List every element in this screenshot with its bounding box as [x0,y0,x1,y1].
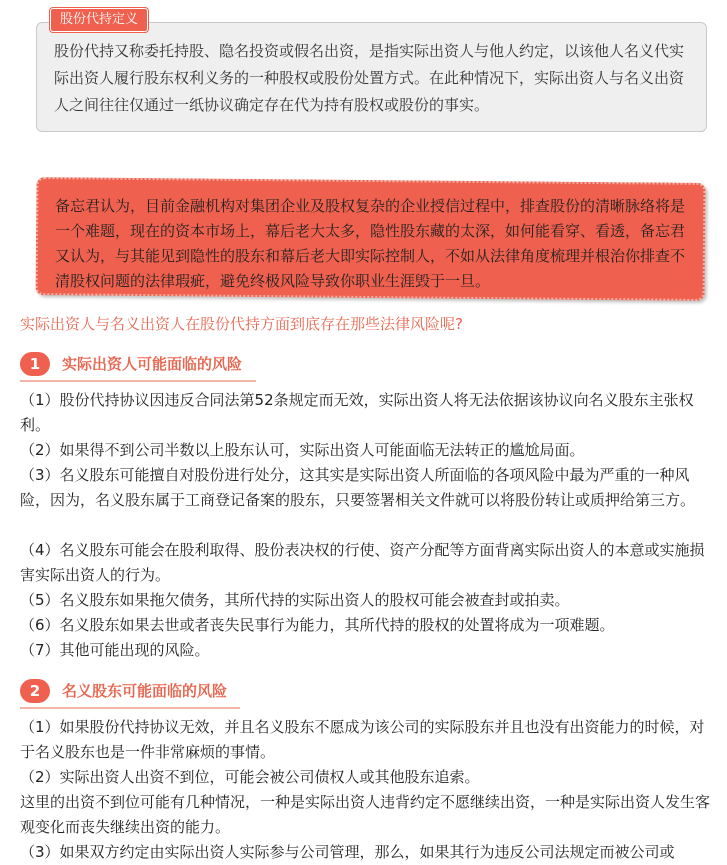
definition-tag: 股份代持定义 [50,8,148,32]
section-2-item: （1）如果股份代持协议无效，并且名义股东不愿成为该公司的实际股东并且也没有出资能力的时候，对于名义股东也是一件非常麻烦的事情。 [20,718,705,761]
section-1-title: 实际出资人可能面临的风险 [62,355,243,373]
section-2-heading [20,679,240,709]
section-1-item: （3）名义股东可能擅自对股份进行处分，这其实是实际出资人所面临的各项风险中最为严重的一种风险，因为，名义股东属于工商登记备案的股东，只要签署相关文件就可以将股份转让或质押给第三方。 [20,466,696,509]
section-2-item: （2）实际出资人出资不到位，可能会被公司债权人或其他股东追索。 [20,768,480,786]
section-1-heading [20,352,256,382]
question-heading: 实际出资人与名义出资人在股份代持方面到底存在那些法律风险呢? [20,315,463,333]
section-1-item: （5）名义股东如果拖欠债务，其所代持的实际出资人的股权可能会被查封或拍卖。 [20,591,570,609]
definition-text: 股份代持又称委托持股、隐名投资或假名出资，是指实际出资人与他人约定，以该他人名义代实际出资人履行股东权利义务的一种股权或股份处置方式。在此种情况下，实际出资人与名义出资人之间往往仅通过一纸协议确定存在代为持有股权或股份的事实。 [54,42,685,114]
section-1-item: （6）名义股东如果去世或者丧失民事行为能力，其所代持的股权的处置将成为一项难题。 [20,616,615,634]
section-1-item: （7）其他可能出现的风险。 [20,641,210,659]
section-2-item: 这里的出资不到位可能有几种情况，一种是实际出资人违背约定不愿继续出资，一种是实际出资人发生客观变化而丧失继续出资的能力。 [20,793,711,836]
section-2-number-badge: 2 [20,679,50,703]
section-1-item: （4）名义股东可能会在股利取得、股份表决权的行使、资产分配等方面背离实际出资人的本意或实施损害实际出资人的行为。 [20,541,705,584]
section-2-title: 名义股东可能面临的风险 [62,682,228,700]
memo-text: 备忘君认为，目前金融机构对集团企业及股权复杂的企业授信过程中，排查股份的清晰脉络将是一个难题，现在的资本市场上，幕后老大太多，隐性股东藏的太深，如何能看穿、看透，备忘君又认为，与其能见到隐性的股东和幕后老大即实际控制人，不如从法律角度梳理并根治你排查不清股权问题的法律瑕疵，避免终极风险导致你职业生涯毁于一旦。 [55,197,686,290]
section-1-number-badge: 1 [20,352,50,376]
section-2-item: （3）如果双方约定由实际出资人实际参与公司管理，那么，如果其行为违反公司法规定而被公司或 [20,843,675,861]
section-1-item: （2）如果得不到公司半数以上股东认可，实际出资人可能面临无法转正的尴尬局面。 [20,441,585,459]
section-1-item: （1）股份代持协议因违反合同法第52条规定而无效，实际出资人将无法依据该协议向名义股东主张权利。 [20,391,694,434]
